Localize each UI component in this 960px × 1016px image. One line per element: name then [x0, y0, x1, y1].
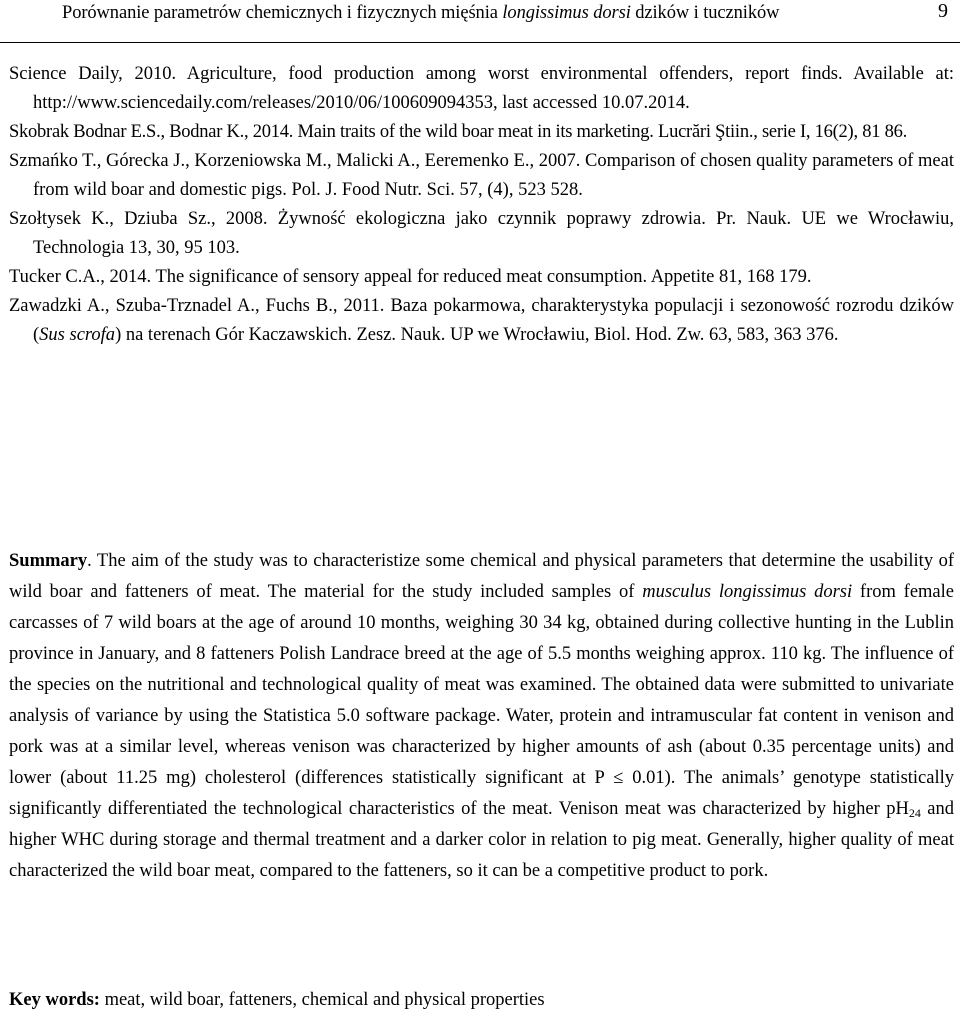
muscle-name: musculus longissimus dorsi	[642, 582, 853, 602]
reference-item: Szołtysek K., Dziuba Sz., 2008. Żywność ekologiczna jako czynnik poprawy zdrowia. Pr. Nauk. UE we Wrocławiu, Technologia 13, 30, 95 103.	[9, 209, 954, 258]
species-name: Sus scrofa	[39, 325, 116, 345]
summary-label: Summary	[9, 551, 88, 571]
running-title-italic: longissimus dorsi	[502, 3, 631, 23]
summary-paragraph: Summary. The aim of the study was to characteristize some chemical and physical parameters that determine the usability of wild boar and fatteners of meat. The material for the study included samples of musculus longissimus dorsi from female carcasses of 7 wild boars at the age of around 10 months, weighing 30 34 kg, obtained during collective hunting in the Lublin province in January, and 8 fatteners Polish Landrace breed at the age of 5.5 months weighing approx. 110 kg. The influence of the species on the nutritional and technological quality of meat was examined. The obtained data were submitted to univariate analysis of variance by using the Statistica 5.0 software package. Water, protein and intramuscular fat content in venison and pork was at a similar level, whereas venison was characterized by higher amounts of ash (about 0.35 percentage units) and lower (about 11.25 mg) cholesterol (differences statistically significant at P ≤ 0.01). The animals’ genotype statistically significantly differentiated the technological characteristics of the meat. Venison meat was characterized by higher $pH_{24}$ and higher WHC during storage and thermal treatment and a darker color in relation to pig meat. Generally, higher quality of meat characterized the wild boar meat, compared to the fatteners, so it can be a competitive product to pork.	[9, 551, 954, 881]
reference-item: Skobrak Bodnar E.S., Bodnar K., 2014. Main traits of the wild boar meat in its marketing. Lucrări Ştiin., serie I, 16(2), 81 86.	[9, 122, 907, 142]
running-title: Porównanie parametrów chemicznych i fizycznych mięśnia longissimus dorsi dzików i tuczników	[62, 3, 780, 23]
reference-item: Zawadzki A., Szuba-Trznadel A., Fuchs B., 2011. Baza pokarmowa, charakterystyka populacji i sezonowość rozrodu dzików (Sus scrofa) na terenach Gór Kaczawskich. Zesz. Nauk. UP we Wrocławiu, Biol. Hod. Zw. 63, 583, 363 376.	[9, 296, 954, 345]
running-header	[0, 0, 960, 43]
keywords-line: Key words: meat, wild boar, fatteners, chemical and physical properties	[9, 990, 545, 1010]
reference-item: Tucker C.A., 2014. The significance of sensory appeal for reduced meat consumption. Appetite 81, 168 179.	[9, 267, 812, 287]
reference-item: Science Daily, 2010. Agriculture, food production among worst environmental offenders, report finds. Available at: http://www.sciencedaily.com/releases/2010/06/100609094353, last accessed 10.07.2014.	[9, 64, 954, 113]
ph-subscript: 24	[908, 806, 921, 820]
reference-list	[9, 60, 954, 350]
reference-item: Szmańko T., Górecka J., Korzeniowska M., Malicki A., Eeremenko E., 2007. Comparison of chosen quality parameters of meat from wild boar and domestic pigs. Pol. J. Food Nutr. Sci. 57, (4), 523 528.	[9, 151, 954, 200]
page-number: 9	[938, 0, 948, 22]
keywords-label: Key words:	[9, 990, 100, 1010]
